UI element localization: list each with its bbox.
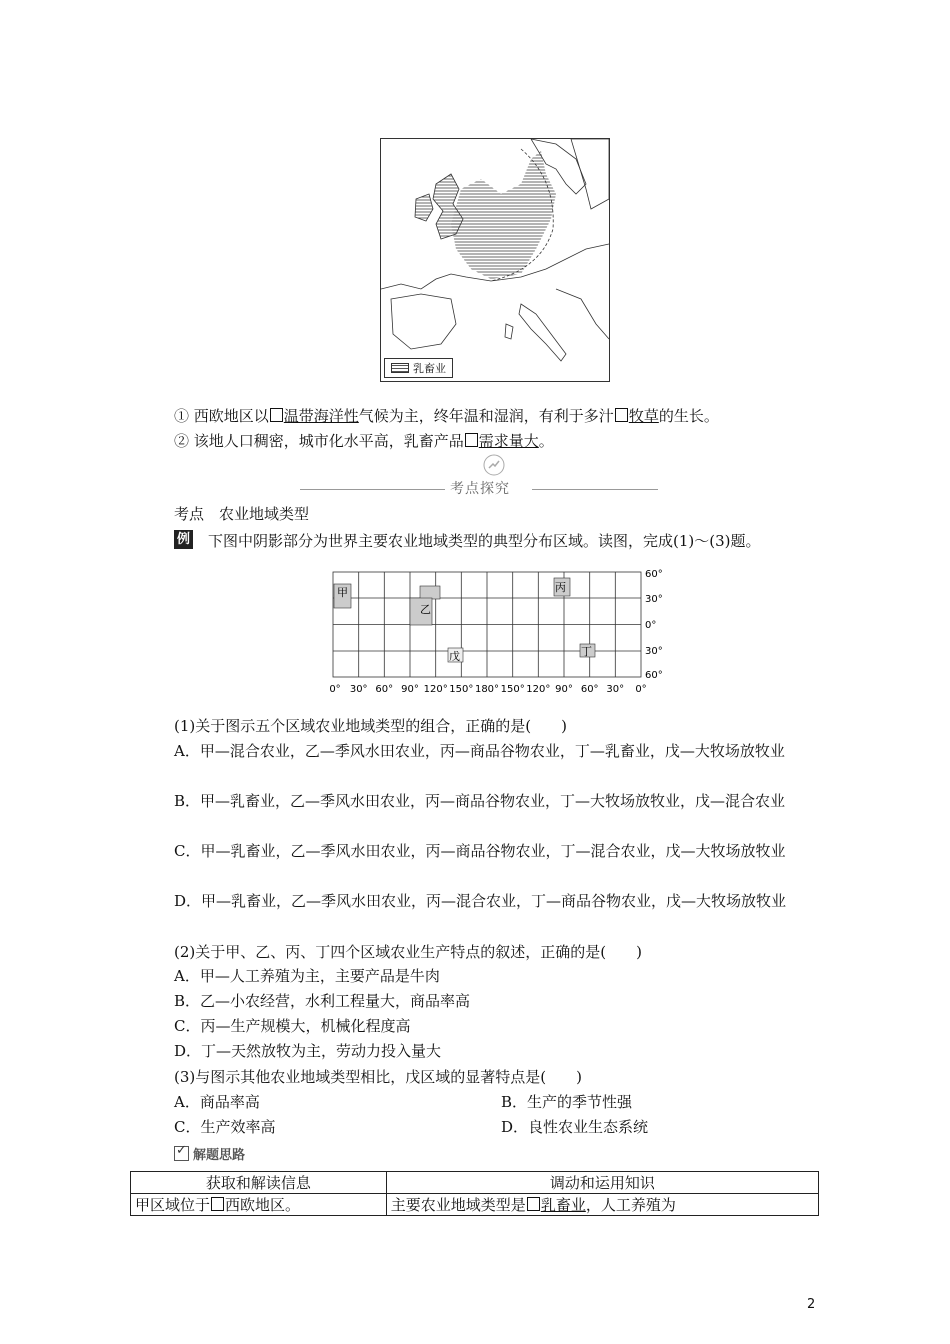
world-grid-map <box>329 569 673 701</box>
q3-option-b: B．生产的季节性强 <box>501 1093 633 1111</box>
lat-label: 60° <box>645 670 663 681</box>
table-header-row <box>131 1172 819 1194</box>
svg-text:150°: 150° <box>500 684 525 695</box>
q2-option-b: B．乙—小农经营，水利工程量大，商品率高 <box>174 992 471 1010</box>
table-cell: 主要农业地域类型是 乳畜业，人工养殖为 <box>386 1194 818 1216</box>
europe-outline-figure <box>381 139 609 381</box>
svg-text:150°: 150° <box>449 684 474 695</box>
q2-stem: (2)关于甲、乙、丙、丁四个区域农业生产特点的叙述，正确的是( ) <box>174 943 642 961</box>
lat-label: 30° <box>645 594 663 605</box>
tips-label: 解题思路 <box>193 1148 246 1163</box>
region-yi-a <box>420 586 440 599</box>
grid-figure <box>329 569 673 697</box>
q3-stem: (3)与图示其他农业地域类型相比，戊区域的显著特点是( ) <box>174 1068 582 1086</box>
analysis-table <box>130 1171 819 1216</box>
label-bing: 丙 <box>555 581 566 594</box>
answer-pasture: 牧草 <box>628 407 659 425</box>
checkbox-icon <box>174 1146 189 1161</box>
label-ding: 丁 <box>581 645 592 658</box>
label-jia: 甲 <box>337 586 348 599</box>
europe-dairy-map <box>380 138 610 382</box>
lat-label: 60° <box>645 569 663 580</box>
topic-heading: 考点 农业地域类型 <box>174 505 310 523</box>
page-number: 2 <box>807 1297 816 1312</box>
table-header: 调动和运用知识 <box>386 1172 818 1194</box>
legend-label: 乳畜业 <box>413 362 446 375</box>
section-divider <box>300 481 658 497</box>
q1-option-c: C．甲—乳畜业，乙—季风水田农业，丙—商品谷物农业，丁—混合农业，戊—大牧场放牧业 <box>174 842 786 860</box>
example-stem: 下图中阴影部分为世界主要农业地域类型的典型分布区域。读图，完成(1)～(3)题。 <box>208 532 761 550</box>
q3-option-d: D．良性农业生态系统 <box>501 1118 649 1136</box>
svg-text:60°: 60° <box>375 684 394 695</box>
table-header: 获取和解读信息 <box>131 1172 387 1194</box>
example-badge: 例 <box>174 530 193 549</box>
svg-text:90°: 90° <box>555 684 573 695</box>
svg-text:30°: 30° <box>606 684 625 695</box>
svg-text:120°: 120° <box>526 684 551 695</box>
q1-option-d: D．甲—乳畜业，乙—季风水田农业，丙—混合农业，丁—商品谷物农业，戊—大牧场放牧业 <box>174 892 787 910</box>
q1-option-b: B．甲—乳畜业，乙—季风水田农业，丙—商品谷物农业，丁—大牧场放牧业，戊—混合农业 <box>174 792 786 810</box>
lat-label: 30° <box>645 646 663 657</box>
solution-tips-heading <box>174 1144 245 1163</box>
q2-option-c: C．丙—生产规模大，机械化程度高 <box>174 1017 411 1035</box>
q3-option-a: A．商品率高 <box>174 1093 260 1111</box>
svg-text:60°: 60° <box>580 684 599 695</box>
q1-option-a: A．甲—混合农业，乙—季风水田农业，丙—商品谷物农业，丁—乳畜业，戊—大牧场放牧业 <box>174 742 785 760</box>
svg-text:180°: 180° <box>474 684 500 695</box>
table-cell: 甲区域位于 西欧地区。 <box>131 1194 387 1216</box>
label-wu: 戊 <box>449 650 460 663</box>
svg-text:120°: 120° <box>423 684 448 695</box>
grid-lines <box>333 572 641 677</box>
answer-demand: 需求量大 <box>478 432 539 450</box>
q2-option-a: A．甲—人工养殖为主，主要产品是牛肉 <box>174 967 440 985</box>
section-title: 考点探究 <box>450 481 510 497</box>
map-legend <box>384 358 453 378</box>
q1-stem: (1)关于图示五个区域农业地域类型的组合，正确的是( ) <box>174 717 567 735</box>
lat-label: 0° <box>645 620 657 631</box>
q2-option-d: D．丁—天然放牧为主，劳动力投入量大 <box>174 1042 442 1060</box>
svg-text:90°: 90° <box>401 684 419 695</box>
hatch-swatch <box>391 363 409 373</box>
q3-option-c: C．生产效率高 <box>174 1118 276 1136</box>
note-line-1: ① 西欧地区以 温带海洋性气候为主，终年温和湿润，有利于多汁 牧草的生长。 <box>174 407 719 425</box>
answer-climate: 温带海洋性 <box>283 407 359 425</box>
label-yi: 乙 <box>420 603 431 616</box>
table-row <box>131 1194 819 1216</box>
lon-labels <box>329 684 646 695</box>
svg-text:0°: 0° <box>635 684 647 695</box>
note-line-2: ② 该地人口稠密，城市化水平高，乳畜产品 需求量大。 <box>174 432 554 450</box>
svg-text:0°: 0° <box>329 684 341 695</box>
section-emblem-icon <box>483 454 505 476</box>
svg-text:30°: 30° <box>349 684 368 695</box>
